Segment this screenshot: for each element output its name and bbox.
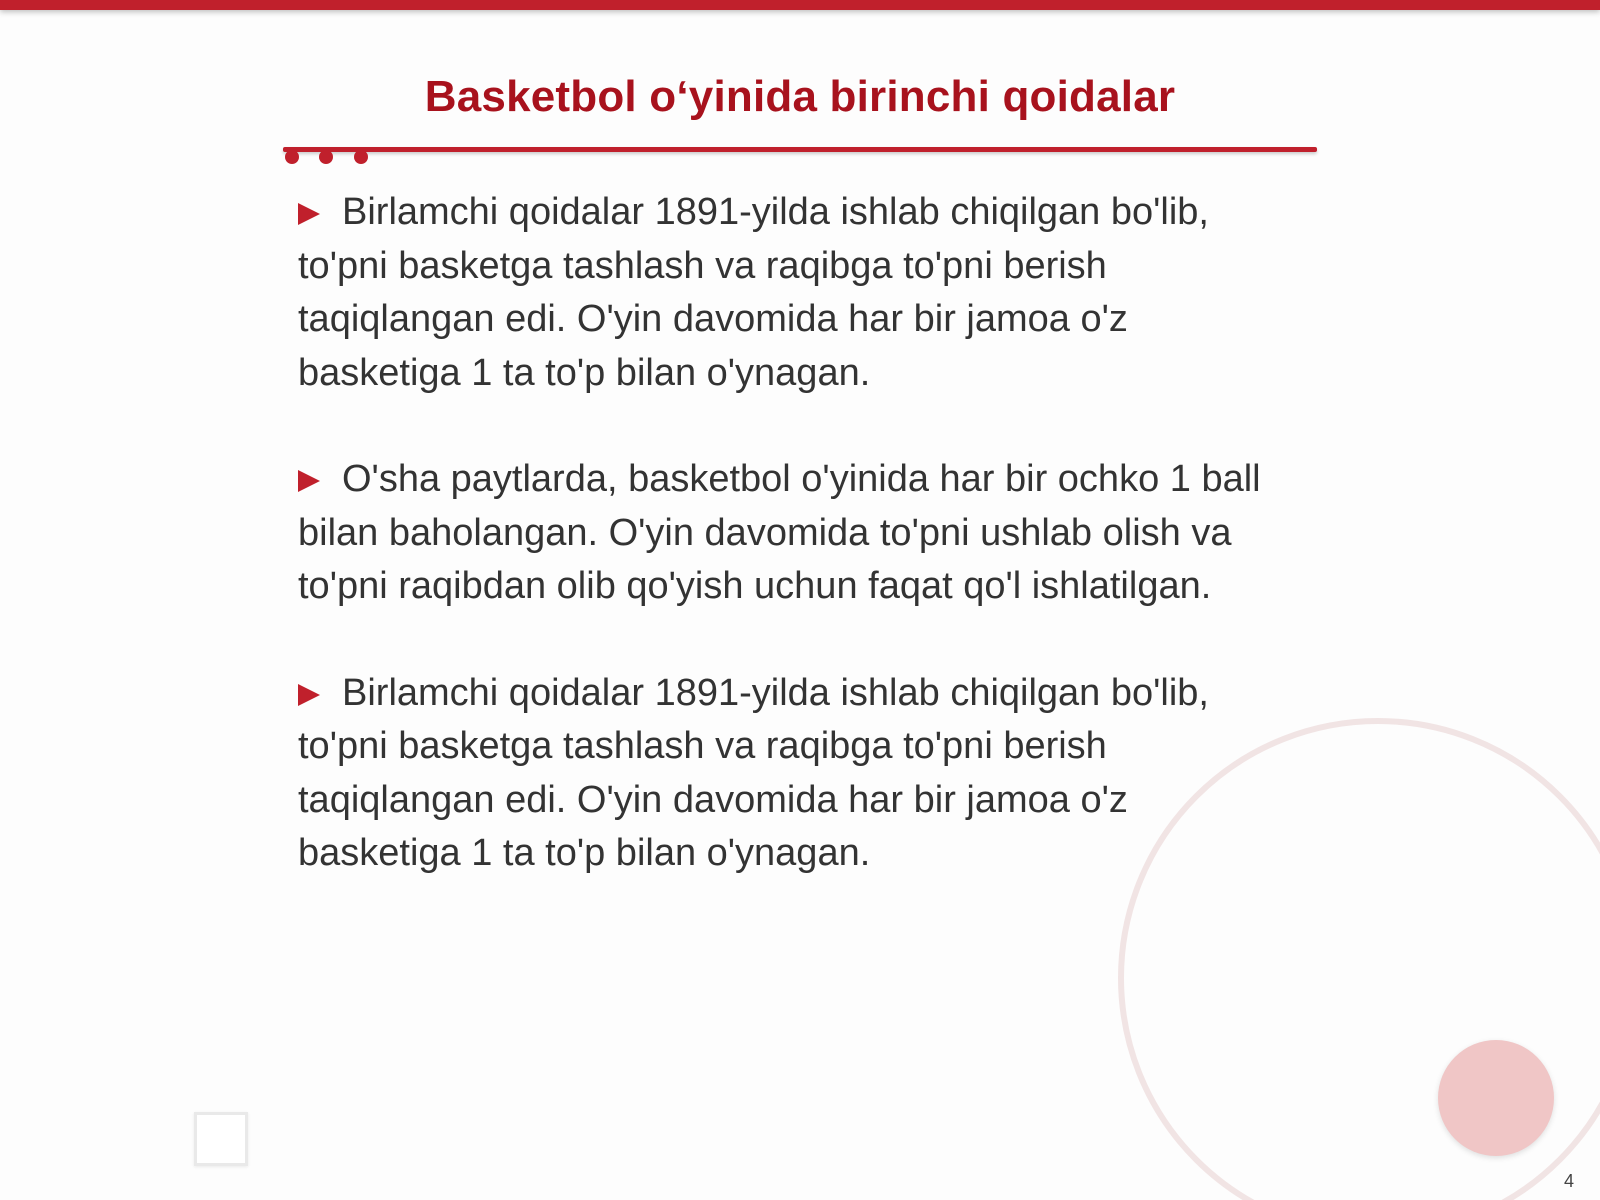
triangle-right-icon <box>298 684 320 706</box>
paragraph-text: Birlamchi qoidalar 1891-yilda ishlab chiqilgan bo'lib, to'pni basketga tashlash va raqibga to'pni berish taqiqlangan edi. O'yin davomida har bir jamoa o'z basketiga 1 ta to'p bilan o'ynagan. <box>298 191 1209 394</box>
slide-body <box>298 186 1298 934</box>
triangle-right-icon <box>298 470 320 492</box>
paragraph-text: Birlamchi qoidalar 1891-yilda ishlab chiqilgan bo'lib, to'pni basketga tashlash va raqibga to'pni berish taqiqlangan edi. O'yin davomida har bir jamoa o'z basketiga 1 ta to'p bilan o'ynagan. <box>298 671 1209 874</box>
decorative-square <box>194 1112 248 1166</box>
page-number: 4 <box>1563 1171 1574 1191</box>
title-underline <box>283 147 1317 152</box>
decorative-circle <box>1438 1040 1554 1156</box>
slide-title: Basketbol o‘yinida birinchi qoidalar <box>424 72 1176 121</box>
decorative-dot <box>354 150 368 164</box>
bullet-paragraph <box>298 186 1298 400</box>
bullet-paragraph <box>298 453 1298 614</box>
decorative-dot <box>285 150 299 164</box>
triangle-right-icon <box>298 203 320 225</box>
paragraph-text: O'sha paytlarda, basketbol o'yinida har bir ochko 1 ball bilan baholangan. O'yin davomida to'pni ushlab olish va to'pni raqibdan olib qo'yish uchun faqat qo'l ishlatilgan. <box>298 458 1261 607</box>
bullet-paragraph <box>298 667 1298 881</box>
decorative-dot <box>319 150 333 164</box>
top-accent-bar <box>0 0 1600 10</box>
